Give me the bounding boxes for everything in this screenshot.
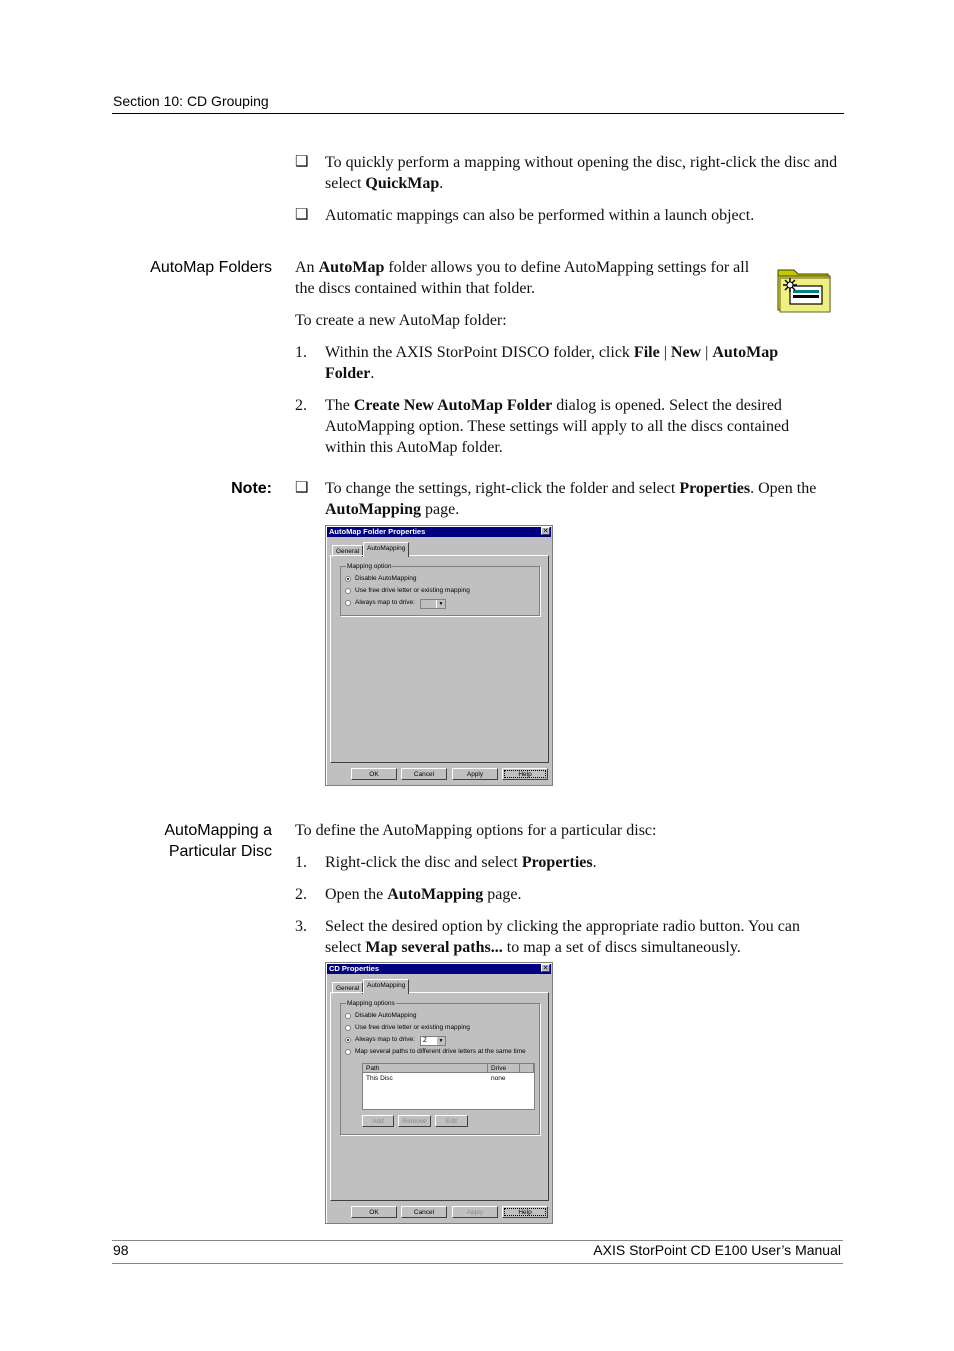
bullet-bold: QuickMap	[365, 175, 440, 192]
text: .	[370, 365, 375, 382]
bullet-text: Automatic mappings can also be performed within a launch object.	[325, 207, 755, 224]
radio-label: Use free drive letter or existing mapping	[355, 1024, 470, 1031]
bold-text: AutoMapping	[387, 886, 484, 903]
close-icon[interactable]: ✕	[542, 528, 549, 535]
remove-button[interactable]: Remove	[398, 1115, 431, 1127]
radio-use-free-drive[interactable]	[345, 588, 351, 594]
footer-rule-bottom	[112, 1263, 843, 1264]
step-item	[295, 395, 835, 458]
text: An	[295, 259, 319, 276]
column-header-path[interactable]: Path	[363, 1064, 488, 1073]
radio-use-free-drive[interactable]	[345, 1025, 351, 1031]
column-header-spacer	[520, 1064, 534, 1073]
disc-intro-paragraph: To define the AutoMapping options for a particular disc:	[295, 822, 657, 839]
apply-button[interactable]: Apply	[452, 768, 498, 780]
bold-text: AutoMap Folder	[325, 344, 779, 382]
text: dialog is opened. Select the desired AutoMapping option. These settings will apply to all the discs contained within this AutoMap folder.	[325, 397, 790, 456]
step-number: 1.	[295, 854, 307, 871]
step-item	[295, 884, 835, 905]
help-button[interactable]: Help	[502, 1206, 548, 1218]
bold-text: Map several paths...	[365, 939, 503, 956]
step-number: 2.	[295, 397, 307, 414]
radio-always-map[interactable]	[345, 1037, 351, 1043]
radio-map-several-paths[interactable]	[345, 1049, 351, 1055]
bullet-text-end: .	[439, 175, 444, 192]
bullet-icon: ❑	[295, 480, 309, 496]
drive-select[interactable]	[420, 599, 446, 609]
manual-title: AXIS StorPoint CD E100 User’s Manual	[593, 1242, 841, 1258]
cancel-button[interactable]: Cancel	[401, 1206, 447, 1218]
group-label: Mapping option	[347, 563, 392, 570]
text: Select the desired option by clicking the appropriate radio button. You can select	[325, 918, 800, 956]
radio-label: Always map to drive:	[355, 1036, 415, 1043]
section-header: Section 10: CD Grouping	[113, 93, 269, 109]
footer-rule-top	[112, 1240, 843, 1241]
help-button[interactable]: Help	[502, 768, 548, 780]
add-button[interactable]: Add	[362, 1115, 394, 1127]
radio-disable-automapping[interactable]	[345, 1013, 351, 1019]
chevron-down-icon: ▼	[436, 600, 445, 608]
bullet-item	[295, 205, 840, 226]
radio-label: Disable AutoMapping	[355, 575, 417, 582]
group-label: Mapping options	[347, 1000, 395, 1007]
step-item	[295, 342, 835, 384]
text: The	[325, 397, 354, 414]
column-header-drive[interactable]: Drive	[488, 1064, 520, 1073]
row-path: This Disc	[366, 1075, 393, 1082]
ok-button[interactable]: OK	[351, 1206, 397, 1218]
side-heading-line: AutoMapping a	[164, 822, 272, 839]
bold-text: Properties	[521, 854, 593, 871]
bold-text: File	[633, 344, 660, 361]
drive-value: Z	[423, 1037, 427, 1044]
tab-automapping[interactable]: AutoMapping	[363, 979, 409, 994]
text: To change the settings, right-click the folder and select	[325, 480, 680, 497]
side-heading-automapping-disc	[72, 820, 272, 862]
note-label: Note:	[231, 480, 272, 497]
chevron-down-icon: ▼	[436, 1037, 445, 1045]
bold-text: AutoMap	[318, 259, 385, 276]
bold-text: AutoMapping	[325, 501, 422, 518]
step-number: 1.	[295, 344, 307, 361]
text: folder allows you to define AutoMapping settings for all the discs contained within that folder.	[295, 259, 750, 297]
radio-label: Use free drive letter or existing mapping	[355, 587, 470, 594]
cd-properties-dialog	[325, 962, 553, 1224]
side-heading-automap-folders: AutoMap Folders	[150, 259, 272, 276]
path-list[interactable]	[362, 1063, 535, 1110]
step-number: 2.	[295, 886, 307, 903]
step-item	[295, 916, 840, 958]
dialog-title: AutoMap Folder Properties	[327, 527, 551, 537]
radio-always-map[interactable]	[345, 600, 351, 606]
bold-text: New	[670, 344, 702, 361]
text: .	[592, 854, 597, 871]
bullet-text: To quickly perform a mapping without opening the disc, right-click the disc and select	[325, 154, 838, 192]
header-rule	[112, 113, 844, 114]
text: page.	[421, 501, 460, 518]
row-drive: none	[491, 1075, 506, 1082]
step-item	[295, 852, 835, 873]
radio-label: Map several paths to different drive letters at the same time	[355, 1048, 526, 1055]
note-item	[295, 478, 835, 520]
automap-folder-properties-dialog	[325, 525, 553, 786]
side-heading-line: Particular Disc	[168, 843, 272, 860]
text: page.	[483, 886, 522, 903]
ok-button[interactable]: OK	[351, 768, 397, 780]
create-folder-paragraph: To create a new AutoMap folder:	[295, 312, 507, 329]
radio-label: Disable AutoMapping	[355, 1012, 417, 1019]
separator: |	[701, 344, 713, 361]
drive-select[interactable]	[420, 1036, 446, 1046]
automap-folder-icon	[776, 264, 834, 314]
edit-button[interactable]: Edit	[435, 1115, 468, 1127]
radio-disable-automapping[interactable]	[345, 576, 351, 582]
text: to map a set of discs simultaneously.	[502, 939, 741, 956]
automap-intro-paragraph	[295, 257, 760, 299]
bold-text: Create New AutoMap Folder	[353, 397, 553, 414]
step-number: 3.	[295, 918, 307, 935]
tab-general[interactable]: General	[332, 982, 363, 994]
close-icon[interactable]: ✕	[542, 965, 549, 972]
text: Right-click the disc and select	[325, 854, 522, 871]
apply-button[interactable]: Apply	[452, 1206, 498, 1218]
bold-text: Properties	[679, 480, 751, 497]
dialog-title: CD Properties	[327, 964, 551, 974]
text: Open the	[325, 886, 388, 903]
cancel-button[interactable]: Cancel	[401, 768, 447, 780]
page-number: 98	[113, 1242, 129, 1258]
radio-label: Always map to drive:	[355, 599, 415, 606]
text: Within the AXIS StorPoint DISCO folder, click	[325, 344, 634, 361]
bullet-icon: ❑	[295, 154, 309, 170]
tab-automapping[interactable]: AutoMapping	[363, 542, 409, 557]
bullet-item	[295, 152, 840, 194]
tab-general[interactable]: General	[332, 545, 363, 557]
text: . Open the	[750, 480, 817, 497]
bullet-icon: ❑	[295, 207, 309, 223]
separator: |	[659, 344, 671, 361]
